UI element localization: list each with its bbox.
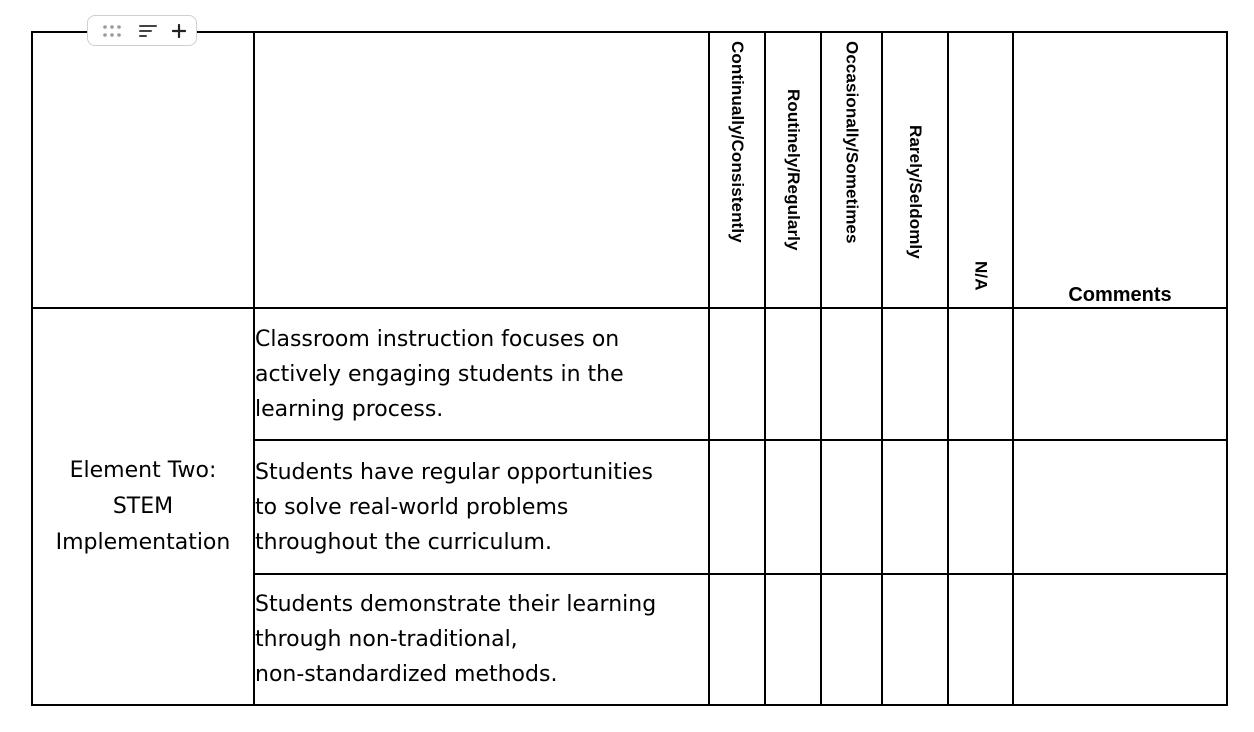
indicator-line: learning process. bbox=[255, 396, 444, 422]
rating-header-continually[interactable] bbox=[709, 32, 765, 308]
rating-label: Rarely/Seldomly bbox=[906, 125, 925, 259]
indicator-cell[interactable] bbox=[254, 574, 709, 705]
rating-cell-continually[interactable] bbox=[709, 440, 765, 574]
element-cell[interactable] bbox=[32, 308, 254, 705]
indicator-line: Students demonstrate their learning bbox=[255, 592, 657, 617]
rating-cell-na[interactable] bbox=[948, 440, 1013, 574]
indicator-cell[interactable] bbox=[254, 440, 709, 574]
comments-header-cell[interactable] bbox=[1013, 32, 1227, 308]
drag-handle-icon[interactable] bbox=[102, 24, 124, 38]
element-label-line: STEM bbox=[112, 493, 174, 519]
rating-cell-occasionally[interactable] bbox=[821, 574, 882, 705]
element-label-line: Element Two: bbox=[69, 457, 217, 483]
rating-cell-occasionally[interactable] bbox=[821, 440, 882, 574]
table-toolbar bbox=[87, 15, 197, 46]
rating-cell-na[interactable] bbox=[948, 574, 1013, 705]
header-row bbox=[32, 32, 1227, 308]
rating-cell-na[interactable] bbox=[948, 308, 1013, 440]
rating-label: Routinely/Regularly bbox=[784, 89, 803, 251]
rating-cell-rarely[interactable] bbox=[882, 440, 948, 574]
indicator-line: actively engaging students in the bbox=[255, 361, 624, 387]
rating-header-routinely[interactable] bbox=[765, 32, 821, 308]
rating-cell-occasionally[interactable] bbox=[821, 308, 882, 440]
indicator-header-cell[interactable] bbox=[254, 32, 709, 308]
rating-label: Continually/Consistently bbox=[728, 41, 747, 243]
comments-cell[interactable] bbox=[1013, 574, 1227, 705]
rubric-table bbox=[31, 31, 1228, 706]
indicator-cell[interactable] bbox=[254, 308, 709, 440]
element-header-cell[interactable] bbox=[32, 32, 254, 308]
table-row bbox=[32, 308, 1227, 440]
indicator-line: Students have regular opportunities bbox=[255, 459, 653, 485]
element-label-line: Implementation bbox=[55, 529, 231, 555]
comments-cell[interactable] bbox=[1013, 308, 1227, 440]
rating-cell-continually[interactable] bbox=[709, 574, 765, 705]
rating-header-rarely[interactable] bbox=[882, 32, 948, 308]
rating-cell-rarely[interactable] bbox=[882, 574, 948, 705]
rating-cell-routinely[interactable] bbox=[765, 440, 821, 574]
rating-label: N/A bbox=[971, 261, 991, 291]
rating-label: Occasionally/Sometimes bbox=[842, 41, 862, 244]
rating-cell-routinely[interactable] bbox=[765, 574, 821, 705]
indicator-line: non-standardized methods. bbox=[255, 662, 558, 687]
rating-header-na[interactable] bbox=[948, 32, 1013, 308]
indicator-line: Classroom instruction focuses on bbox=[255, 326, 620, 352]
comments-header-label: Comments bbox=[1068, 284, 1172, 306]
sort-lines-icon[interactable] bbox=[138, 23, 158, 39]
indicator-line: through non-traditional, bbox=[255, 627, 518, 652]
indicator-line: to solve real-world problems bbox=[255, 494, 569, 520]
indicator-line: throughout the curriculum. bbox=[255, 529, 552, 555]
rating-header-occasionally[interactable] bbox=[821, 32, 882, 308]
comments-cell[interactable] bbox=[1013, 440, 1227, 574]
rating-cell-routinely[interactable] bbox=[765, 308, 821, 440]
rating-cell-rarely[interactable] bbox=[882, 308, 948, 440]
rating-cell-continually[interactable] bbox=[709, 308, 765, 440]
plus-icon[interactable] bbox=[172, 24, 186, 38]
